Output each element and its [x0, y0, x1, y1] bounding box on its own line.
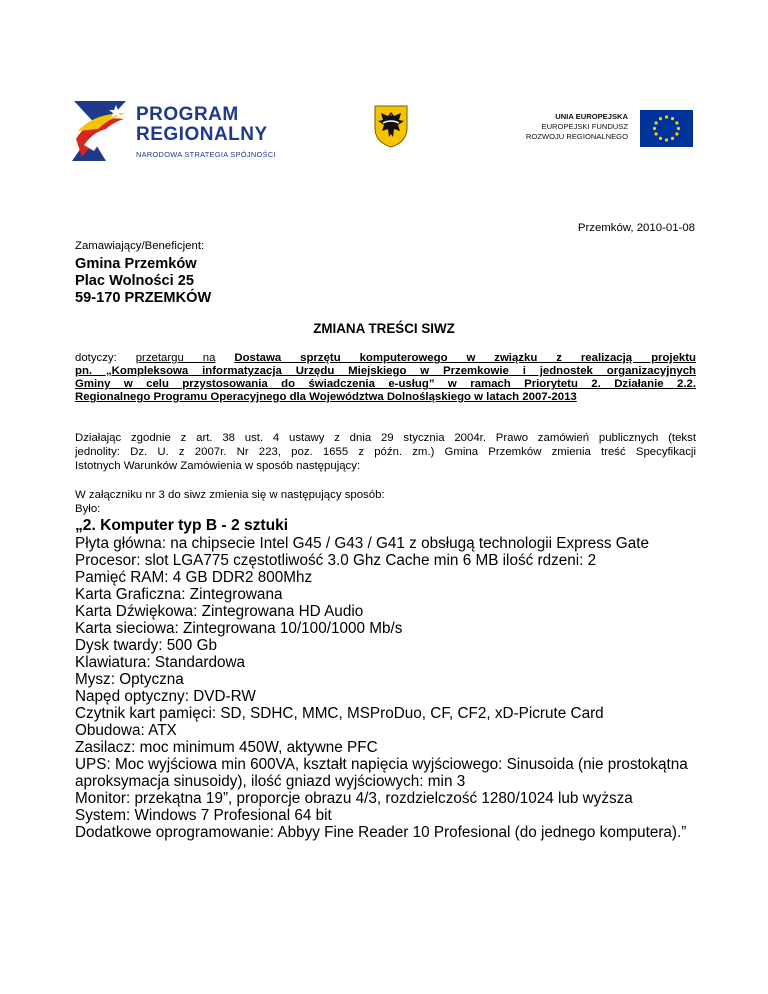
eu-fund-logo: [514, 110, 694, 150]
spec-line: Czytnik kart pamięci: SD, SDHC, MMC, MSProDuo, CF, CF2, xD-Picrute Card: [75, 705, 604, 722]
spec-heading: „2. Komputer typ B - 2 sztuki: [75, 517, 289, 534]
spec-line: Płyta główna: na chipsecie Intel G45 / G43 / G41 z obsługą technologii Express Gate: [75, 535, 649, 552]
intro-line3: Istotnych Warunków Zamówienia w sposób następujący:: [75, 460, 361, 472]
was-label: Było:: [75, 503, 101, 515]
concerns-line2: pn. „Kompleksowa informatyzacja Urzędu Miejskiego w Przemkowie i jednostek organizacyjnych: [75, 365, 696, 377]
spec-line: Karta Dźwiękowa: Zintegrowana HD Audio: [75, 603, 364, 620]
annex-note: W załączniku nr 3 do siwz zmienia się w następujący sposób:: [75, 489, 385, 501]
spec-line: Karta Graficzna: Zintegrowana: [75, 586, 283, 603]
spec-line: Klawiatura: Standardowa: [75, 654, 246, 671]
lower-silesia-coat-of-arms: [373, 104, 409, 148]
spec-line: UPS: Moc wyjściowa min 600VA, kształt napięcia wyjściowego: Sinusoida (nie prostokątna: [75, 756, 688, 773]
document-title: ZMIANA TREŚCI SIWZ: [313, 321, 455, 336]
concerns-subject: Dostawa sprzętu komputerowego w związku z realizacją projektu: [234, 352, 696, 364]
eu-line1: UNIA EUROPEJSKA: [555, 112, 628, 121]
program-title-line2: REGIONALNY: [136, 124, 268, 145]
beneficiary-street: Plac Wolności 25: [75, 273, 194, 289]
spec-line: Karta sieciowa: Zintegrowana 10/100/1000 Mb/s: [75, 620, 403, 637]
concerns-tender: przetargu na: [135, 352, 216, 364]
concerns-line4: Regionalnego Programu Operacyjnego dla Województwa Dolnośląskiego w latach 2007-2013: [75, 391, 577, 403]
program-regionalny-emblem-icon: [70, 95, 132, 165]
spec-line: Monitor: przekątna 19”, proporcje obrazu 4/3, rozdzielczość 1280/1024 lub wyższa: [75, 790, 633, 807]
program-regionalny-logo: [70, 95, 300, 165]
spec-line: System: Windows 7 Profesional 64 bit: [75, 807, 332, 824]
spec-line: Dysk twardy: 500 Gb: [75, 637, 217, 654]
spec-line: Napęd optyczny: DVD-RW: [75, 688, 256, 705]
program-title-line1: PROGRAM: [136, 104, 239, 125]
place-and-date: Przemków, 2010-01-08: [577, 222, 695, 234]
concerns-prefix: dotyczy:: [75, 352, 117, 364]
spec-line: Obudowa: ATX: [75, 722, 177, 739]
spec-line: Mysz: Optyczna: [75, 671, 184, 688]
beneficiary-label: Zamawiający/Beneficjent:: [75, 240, 205, 252]
spec-line: Zasilacz: moc minimum 450W, aktywne PFC: [75, 739, 378, 756]
program-subtitle: NARODOWA STRATEGIA SPÓJNOŚCI: [136, 150, 276, 159]
eu-flag-icon: [640, 110, 693, 147]
spec-line: Dodatkowe oprogramowanie: Abbyy Fine Reader 10 Profesional (do jednego komputera).”: [75, 824, 687, 841]
intro-line2: jednolity: Dz. U. z 2007r. Nr 223, poz. 1655 z późn. zm.) Gmina Przemków zmienia treść Specyfikacji: [75, 446, 696, 458]
concerns-line3: Gminy w celu przystosowania do świadczenia e-usług” w ramach Priorytetu 2. Działanie 2.2.: [75, 378, 696, 390]
spec-line: Pamięć RAM: 4 GB DDR2 800Mhz: [75, 569, 313, 586]
beneficiary-city: 59-170 PRZEMKÓW: [75, 290, 212, 306]
spec-line: Procesor: slot LGA775 częstotliwość 3.0 Ghz Cache min 6 MB ilość rdzeni: 2: [75, 552, 597, 569]
spec-line: aproksymacja sinusoidy), ilość gniazd wyjściowych: min 3: [75, 773, 466, 790]
eu-fund-text: [526, 112, 628, 142]
eagle-shield-icon: [373, 104, 409, 148]
eu-line2: EUROPEJSKI FUNDUSZ: [541, 122, 628, 131]
concerns-line1: [75, 352, 696, 365]
eu-line3: ROZWOJU REGIONALNEGO: [525, 132, 628, 141]
beneficiary-name: Gmina Przemków: [75, 256, 197, 272]
intro-line1: Działając zgodnie z art. 38 ust. 4 ustawy z dnia 29 stycznia 2004r. Prawo zamówień publicznych (tekst: [75, 432, 696, 444]
